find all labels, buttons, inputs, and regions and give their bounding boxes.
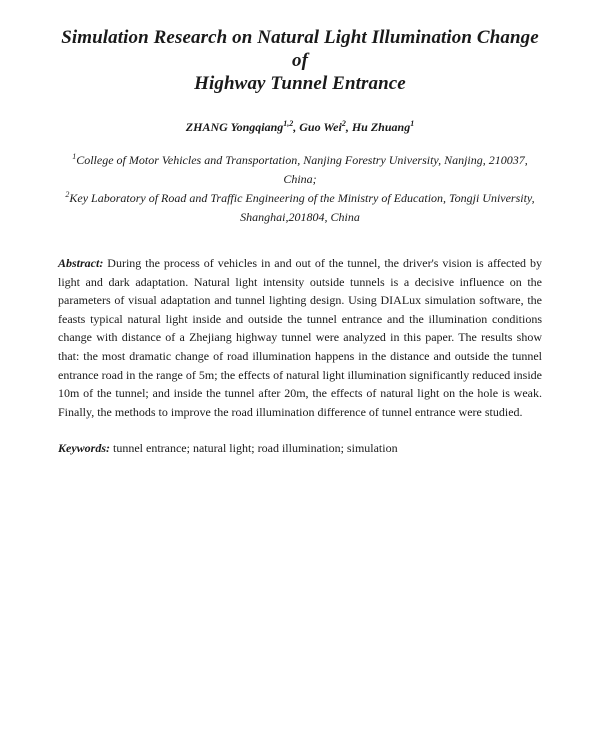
keywords (58, 439, 542, 457)
abstract-label: Abstract: (58, 256, 104, 270)
abstract-text: During the process of vehicles in and out of the tunnel, the driver's vision is affected by light and dark adaptation. Natural light intensity outside tunnels is a decisive influence on the parameters of visual adaptation and tunnel lighting design. Using DIALux simulation software, the feasts typical natural light inside and outside the tunnel entrance and the illumination conditions change with distance of a Zhejiang highway tunnel were analyzed in this paper. The results show that: the most dramatic change of road illumination happens in the distance and outside the tunnel entrance road in the range of 5m; the effects of natural light illumination significantly reduced inside 10m of the tunnel; and inside the tunnel after 20m, the effects of natural light on the hole is weak. Finally, the methods to improve the road illumination difference of tunnel entrance were studied. (58, 256, 542, 419)
author-name: ZHANG Yongqiang (185, 120, 284, 134)
affiliation-continuation: Shanghai,201804, China (240, 210, 360, 224)
affiliation-line: College of Motor Vehicles and Transportation, Nanjing Forestry University, Nanjing, 210037, (76, 153, 528, 167)
affiliation-line: Key Laboratory of Road and Traffic Engineering of the Ministry of Education, Tongji University, (69, 191, 535, 205)
affiliation-mark: 1 (72, 152, 77, 161)
author-name: Guo Wei (299, 120, 342, 134)
author-affiliation-mark: 1,2 (283, 119, 294, 128)
abstract (58, 254, 542, 421)
affiliation (58, 151, 542, 170)
title-line-2: Highway Tunnel Entrance (194, 73, 406, 94)
author (352, 120, 414, 134)
author-separator: , (293, 120, 300, 134)
author-list (58, 119, 542, 135)
author-affiliation-mark: 2 (341, 119, 346, 128)
author (299, 120, 346, 134)
paper-title (58, 26, 542, 95)
author-name: Hu Zhuang (351, 120, 411, 134)
affiliation-mark: 2 (65, 190, 70, 199)
keywords-text: tunnel entrance; natural light; road illumination; simulation (113, 441, 398, 456)
title-line-1: Simulation Research on Natural Light Illumination Change of (61, 27, 539, 71)
author-affiliation-mark: 1 (410, 119, 415, 128)
author (186, 120, 293, 134)
affiliation (58, 189, 542, 208)
keywords-label: Keywords: (58, 441, 110, 456)
affiliation-continuation: China; (283, 172, 317, 186)
author-separator: , (345, 120, 352, 134)
affiliation-list (58, 151, 542, 227)
